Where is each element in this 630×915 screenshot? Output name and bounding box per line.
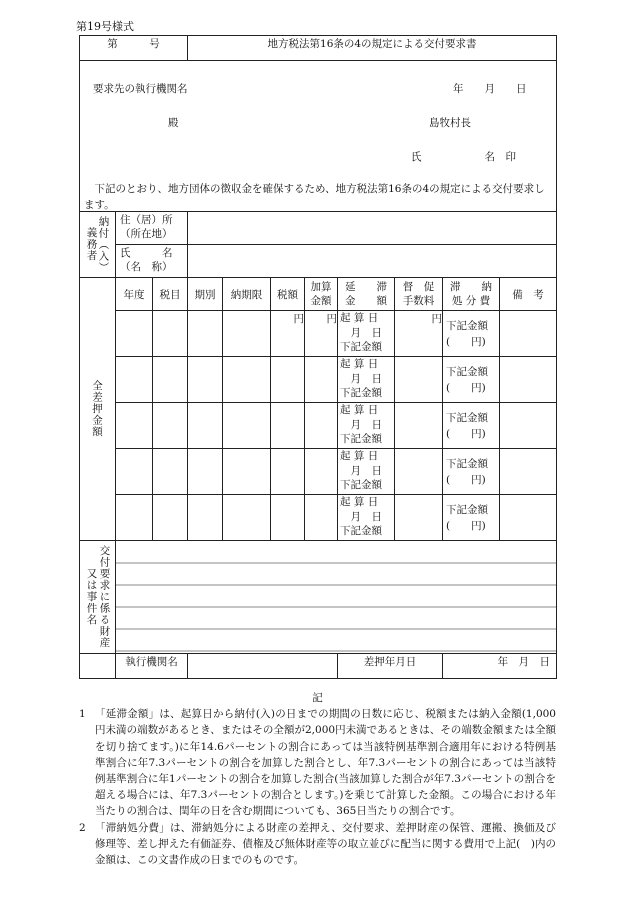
yen-unit: 円: [293, 313, 305, 325]
col-additional-amount: 加算 金額: [305, 278, 338, 311]
reminder-fee-cell[interactable]: [395, 495, 443, 541]
tax-amount-cell[interactable]: [271, 311, 305, 357]
seizure-date-label: 差押年月日: [338, 654, 443, 679]
tax-item-cell[interactable]: [153, 449, 188, 495]
period-cell[interactable]: [188, 403, 223, 449]
document-title: 地方税法第16条の4の規定による交付要求書: [188, 36, 557, 61]
footer-blank-cell: [80, 654, 116, 679]
note-text: 「滞納処分費」は、滞納処分による財産の差押え、交付要求、差押財産の保管、運搬、換価及び修理等、差し押えた有価証券、債権及び無体財産等の取立並びに配当に関する費用で上記( )内の金額は、この文書作成の日までのものです。: [95, 821, 556, 867]
name-input[interactable]: [188, 245, 557, 278]
tax-amount-cell[interactable]: [271, 403, 305, 449]
reminder-fee-cell[interactable]: [395, 311, 443, 357]
col-tax-amount: 税額: [271, 278, 305, 311]
due-date-cell[interactable]: [223, 357, 271, 403]
year-cell[interactable]: [116, 311, 153, 357]
tax-item-cell[interactable]: [153, 495, 188, 541]
disposition-fee-cell[interactable]: 下記金額 ( 円): [443, 311, 500, 357]
address-label: 住（居）所 （所在地）: [116, 212, 188, 245]
number-label: 第 号: [107, 38, 160, 50]
additional-amount-cell[interactable]: [305, 495, 338, 541]
yen-unit: 円: [326, 313, 338, 325]
col-reminder-fee: 督 促 手数料: [395, 278, 443, 311]
agency-name-label: 執行機関名: [116, 654, 188, 679]
year-cell[interactable]: [116, 357, 153, 403]
name-seal-line[interactable]: 氏 名 印: [411, 151, 516, 163]
request-date[interactable]: 年 月 日: [453, 83, 527, 95]
delay-amount-cell[interactable]: 起 算 日 月 日 下記金額: [338, 403, 395, 449]
amount-row: [80, 311, 557, 357]
amount-row: [80, 449, 557, 495]
reminder-fee-cell[interactable]: [395, 357, 443, 403]
property-label-cell: [80, 541, 116, 654]
remarks-cell[interactable]: [500, 311, 557, 357]
agency-name-input[interactable]: [188, 654, 338, 679]
delay-amount-cell[interactable]: 起 算 日 月 日 下記金額: [338, 311, 395, 357]
remarks-cell[interactable]: [500, 495, 557, 541]
amount-row: [80, 495, 557, 541]
requestee-label: 要求先の執行機関名: [93, 83, 188, 95]
additional-amount-cell[interactable]: [305, 311, 338, 357]
tax-item-cell[interactable]: [153, 403, 188, 449]
tax-amount-cell[interactable]: [271, 357, 305, 403]
disposition-fee-cell[interactable]: 下記金額 ( 円): [443, 495, 500, 541]
address-input[interactable]: [188, 212, 557, 245]
disposition-fee-cell[interactable]: 下記金額 ( 円): [443, 449, 500, 495]
col-remarks: 備 考: [500, 278, 557, 311]
period-cell[interactable]: [188, 311, 223, 357]
amount-row: [80, 403, 557, 449]
notes-section: [79, 690, 556, 868]
col-tax-item: 税目: [153, 278, 188, 311]
honorific: 殿: [168, 117, 179, 129]
seizure-date-input[interactable]: 年 月 日: [443, 654, 557, 679]
full-seizure-label: 全差押金額: [91, 380, 103, 438]
reminder-fee-cell[interactable]: [395, 449, 443, 495]
remarks-cell[interactable]: [500, 449, 557, 495]
taxpayer-group-label: 納付（入）義務者: [85, 215, 110, 274]
period-cell[interactable]: [188, 357, 223, 403]
note-text: 「延滞金額」は、起算日から納付(入)の日までの期間の日数に応じ、税額または納入金額(1,000円未満の端数があるとき、またはその全額が2,000円未満であるときは、その端数金額または全額を切り捨てます。)に年14.6パーセントの割合にあっては当該特例基準割合適用年における特例基準割合に年7.3パーセントの割合を加算した割合とし、年7.3パーセントの割合にあっては当該特例基準割合に年1パーセントの割合を加算した割合(当該加算した割合が年7.3パーセントの割合を超える場合には、年7.3パーセントの割合とします。)を乗じて計算した金額。この場合における年当たりの割合は、閏年の日を含む期間についても、365日当たりの割合です。: [95, 708, 556, 818]
issuer-name: 島牧村長: [429, 117, 471, 129]
due-date-cell[interactable]: [223, 311, 271, 357]
property-input-area[interactable]: [116, 541, 557, 654]
notes-heading: 記: [312, 692, 323, 704]
note-number: 1: [79, 708, 86, 721]
note-number: 2: [79, 821, 86, 834]
due-date-cell[interactable]: [223, 449, 271, 495]
col-due-date: 納期限: [223, 278, 271, 311]
period-cell[interactable]: [188, 449, 223, 495]
note-item: [79, 706, 556, 819]
delay-amount-cell[interactable]: 起 算 日 月 日 下記金額: [338, 357, 395, 403]
request-form-table: [79, 35, 557, 679]
disposition-fee-cell[interactable]: 下記金額 ( 円): [443, 403, 500, 449]
due-date-cell[interactable]: [223, 403, 271, 449]
col-year: 年度: [116, 278, 153, 311]
tax-amount-cell[interactable]: [271, 449, 305, 495]
full-seizure-amount-cell: [80, 278, 116, 541]
period-cell[interactable]: [188, 495, 223, 541]
remarks-cell[interactable]: [500, 357, 557, 403]
col-period: 期別: [188, 278, 223, 311]
delay-amount-cell[interactable]: 起 算 日 月 日 下記金額: [338, 449, 395, 495]
due-date-cell[interactable]: [223, 495, 271, 541]
document-number-cell[interactable]: [80, 36, 188, 61]
tax-item-cell[interactable]: [153, 311, 188, 357]
form-number-label: 第19号様式: [76, 20, 134, 33]
col-delay-amount: 延 滞 金 額: [338, 278, 395, 311]
disposition-fee-cell[interactable]: 下記金額 ( 円): [443, 357, 500, 403]
additional-amount-cell[interactable]: [305, 403, 338, 449]
year-cell[interactable]: [116, 449, 153, 495]
tax-amount-cell[interactable]: [271, 495, 305, 541]
yen-unit: 円: [431, 313, 443, 325]
amount-row: [80, 357, 557, 403]
col-disposition-fee: 滞 納 処 分 費: [443, 278, 500, 311]
taxpayer-group-cell: [80, 212, 116, 278]
addressee-block: [80, 61, 557, 212]
reminder-fee-cell[interactable]: [395, 403, 443, 449]
year-cell[interactable]: [116, 495, 153, 541]
property-label: 交付要求に係る財産又は事件名: [85, 545, 111, 649]
delay-amount-cell[interactable]: 起 算 日 月 日 下記金額: [338, 495, 395, 541]
name-label: 氏 名 （名 称）: [116, 245, 188, 278]
remarks-cell[interactable]: [500, 403, 557, 449]
additional-amount-cell[interactable]: [305, 449, 338, 495]
year-cell[interactable]: [116, 403, 153, 449]
note-item: [79, 820, 556, 869]
tax-item-cell[interactable]: [153, 357, 188, 403]
additional-amount-cell[interactable]: [305, 357, 338, 403]
intro-text: 下記のとおり、地方団体の徴収金を確保するため、地方税法第16条の4の規定による交付要求します。: [84, 183, 545, 211]
